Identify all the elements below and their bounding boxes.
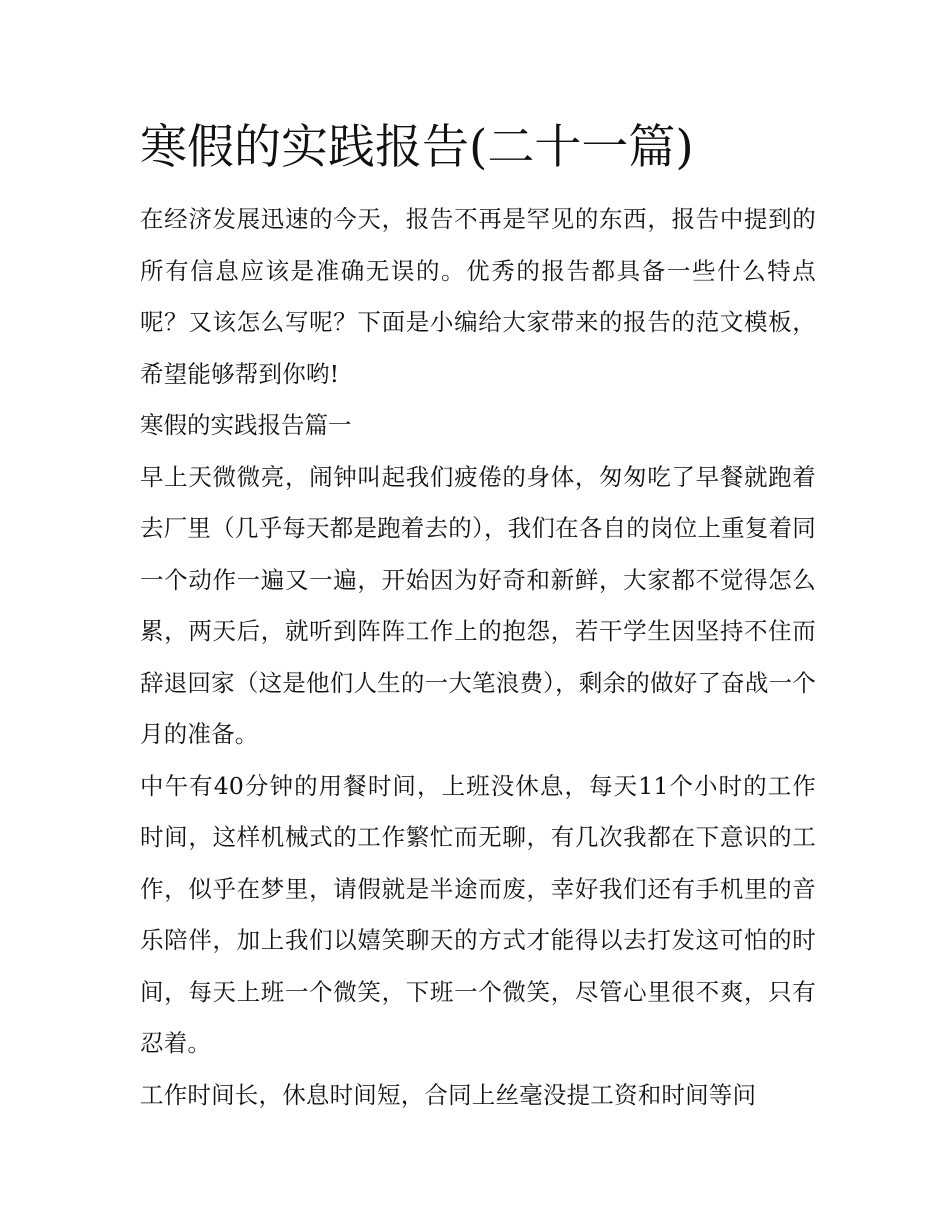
intro-paragraph: 在经济发展迅速的今天，报告不再是罕见的东西，报告中提到的所有信息应该是准确无误的。优秀的报告都具备一些什么特点呢？又该怎么写呢？下面是小编给大家带来的报告的范文模板，希望能够帮到你哟! [140,205,816,388]
body-paragraph-3: 工作时间长，休息时间短，合同上丝毫没提工资和时间等问 [140,1080,757,1109]
section-heading: 寒假的实践报告篇一 [140,411,352,439]
document-title: 寒假的实践报告(二十一篇) [140,120,694,175]
document-body [140,112,816,1121]
body-paragraph-1: 早上天微微亮，闹钟叫起我们疲倦的身体，匆匆吃了早餐就跑着去厂里（几乎每天都是跑着去的），我们在各自的岗位上重复着同一个动作一遍又一遍，开始因为好奇和新鲜，大家都不觉得怎么累，两天后，就听到阵阵工作上的抱怨，若干学生因坚持不住而辞退回家（这是他们人生的一大笔浪费），剩余的做好了奋战一个月的准备。 [140,462,816,748]
body-paragraph-2: 中午有40分钟的用餐时间，上班没休息，每天11个小时的工作时间，这样机械式的工作繁忙而无聊，有几次我都在下意识的工作，似乎在梦里，请假就是半途而废，幸好我们还有手机里的音乐陪伴，加上我们以嬉笑聊天的方式才能得以去打发这可怕的时间，每天上班一个微笑，下班一个微笑，尽管心里很不爽，只有忍着。 [140,771,816,1057]
